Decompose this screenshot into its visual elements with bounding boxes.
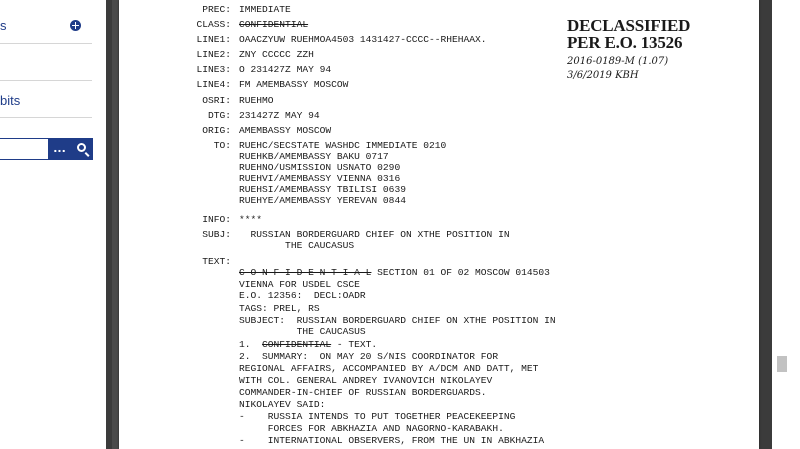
field-value: OAACZYUW RUEHMOA4503 1431427-CCCC--RHEHAAX. bbox=[239, 34, 487, 45]
paragraph-line: FORCES FOR ABKHAZIA AND NAGORNO-KARABAKH. bbox=[239, 423, 504, 434]
text-line: VIENNA FOR USDEL CSCE bbox=[239, 279, 360, 290]
scrollbar-thumb[interactable] bbox=[777, 356, 787, 372]
to-line: RUEHKB/AMEMBASSY BAKU 0717 bbox=[239, 151, 389, 162]
sidebar-item-label: bits bbox=[0, 93, 21, 108]
subj-line: THE CAUCASUS bbox=[239, 240, 355, 251]
field-label: PREC: bbox=[202, 4, 231, 15]
document-page bbox=[119, 0, 759, 449]
field-value: IMMEDIATE bbox=[239, 4, 291, 15]
field-value: 231427Z MAY 94 bbox=[239, 110, 320, 121]
paragraph-number: 1. bbox=[239, 339, 263, 350]
search-icon bbox=[77, 143, 86, 152]
classification-value: CONFIDENTIAL bbox=[239, 19, 309, 30]
to-label: TO: bbox=[213, 140, 231, 151]
to-line: RUEHSI/AMEMBASSY TBILISI 0639 bbox=[239, 184, 406, 195]
text-label: TEXT: bbox=[202, 256, 231, 267]
field-label: CLASS: bbox=[196, 19, 231, 30]
section-line bbox=[239, 267, 550, 278]
field-value: O 231427Z MAY 94 bbox=[239, 64, 332, 75]
subj-line: RUSSIAN BORDERGUARD CHIEF ON XTHE POSITION IN bbox=[239, 229, 510, 240]
paragraph-line: REGIONAL AFFAIRS, ACCOMPANIED BY A/DCM AND DATT, MET bbox=[239, 363, 539, 374]
text-line: SUBJECT: RUSSIAN BORDERGUARD CHIEF ON XTHE POSITION IN bbox=[239, 315, 556, 326]
to-line: RUEHYE/AMEMBASSY YEREVAN 0844 bbox=[239, 195, 406, 206]
subj-label: SUBJ: bbox=[202, 229, 231, 240]
field-label: LINE2: bbox=[196, 49, 231, 60]
struck-classification: C O N F I D E N T I A L bbox=[239, 267, 372, 278]
page-shadow bbox=[112, 0, 119, 449]
to-line: RUEHC/SECSTATE WASHDC IMMEDIATE 0210 bbox=[239, 140, 447, 151]
more-options-button[interactable]: ... bbox=[48, 138, 71, 160]
plus-circle-icon[interactable] bbox=[70, 20, 81, 31]
text-line: TAGS: PREL, RS bbox=[239, 303, 320, 314]
paragraph-1 bbox=[239, 339, 377, 350]
info-value: **** bbox=[239, 214, 263, 225]
paragraph-line: COMMANDER-IN-CHIEF OF RUSSIAN BORDERGUARDS. bbox=[239, 387, 487, 398]
sidebar-item[interactable] bbox=[0, 44, 92, 81]
field-value: AMEMBASSY MOSCOW bbox=[239, 125, 332, 136]
info-label: INFO: bbox=[202, 214, 231, 225]
field-label: LINE3: bbox=[196, 64, 231, 75]
paragraph-line: - INTERNATIONAL OBSERVERS, FROM THE UN IN ABKHAZIA bbox=[239, 435, 545, 446]
sidebar-item-exhibits[interactable] bbox=[0, 81, 92, 118]
search-input[interactable] bbox=[0, 138, 48, 160]
field-value: RUEHMO bbox=[239, 95, 274, 106]
field-label: LINE1: bbox=[196, 34, 231, 45]
paragraph-line: NIKOLAYEV SAID: bbox=[239, 399, 326, 410]
stamp-date-initials: 3/6/2019 KBH bbox=[567, 70, 639, 81]
field-value: ZNY CCCCC ZZH bbox=[239, 49, 314, 60]
sidebar bbox=[0, 0, 106, 449]
document-viewer bbox=[106, 0, 772, 449]
struck-classification: CONFIDENTIAL bbox=[262, 339, 332, 350]
paragraph-line: WITH COL. GENERAL ANDREY IVANOVICH NIKOLAYEV bbox=[239, 375, 493, 386]
scrollbar[interactable] bbox=[772, 0, 800, 449]
paragraph-line: - RUSSIA INTENDS TO PUT TOGETHER PEACEKEEPING bbox=[239, 411, 516, 422]
sidebar-item-expandable[interactable] bbox=[0, 0, 92, 44]
declassified-stamp bbox=[567, 17, 690, 84]
paragraph-text: - TEXT. bbox=[331, 339, 378, 350]
field-label: LINE4: bbox=[196, 79, 231, 90]
text-line: E.O. 12356: DECL:OADR bbox=[239, 290, 366, 301]
section-heading: SECTION 01 OF 02 MOSCOW 014503 bbox=[371, 267, 550, 278]
text-line: THE CAUCASUS bbox=[239, 326, 366, 337]
field-label: OSRI: bbox=[202, 95, 231, 106]
sidebar-item-label: s bbox=[0, 18, 7, 33]
field-label: ORIG: bbox=[202, 125, 231, 136]
field-value: FM AMEMBASSY MOSCOW bbox=[239, 79, 349, 90]
search-button[interactable] bbox=[71, 138, 93, 160]
field-label: DTG: bbox=[207, 110, 231, 121]
stamp-subtitle: PER E.O. 13526 bbox=[567, 33, 683, 52]
to-line: RUEHVI/AMEMBASSY VIENNA 0316 bbox=[239, 173, 401, 184]
stamp-case-number: 2016-0189-M (1.07) bbox=[567, 56, 669, 67]
paragraph-line: 2. SUMMARY: ON MAY 20 S/NIS COORDINATOR FOR bbox=[239, 351, 499, 362]
stamp-title: DECLASSIFIED bbox=[567, 16, 691, 35]
to-line: RUEHNO/USMISSION USNATO 0290 bbox=[239, 162, 401, 173]
